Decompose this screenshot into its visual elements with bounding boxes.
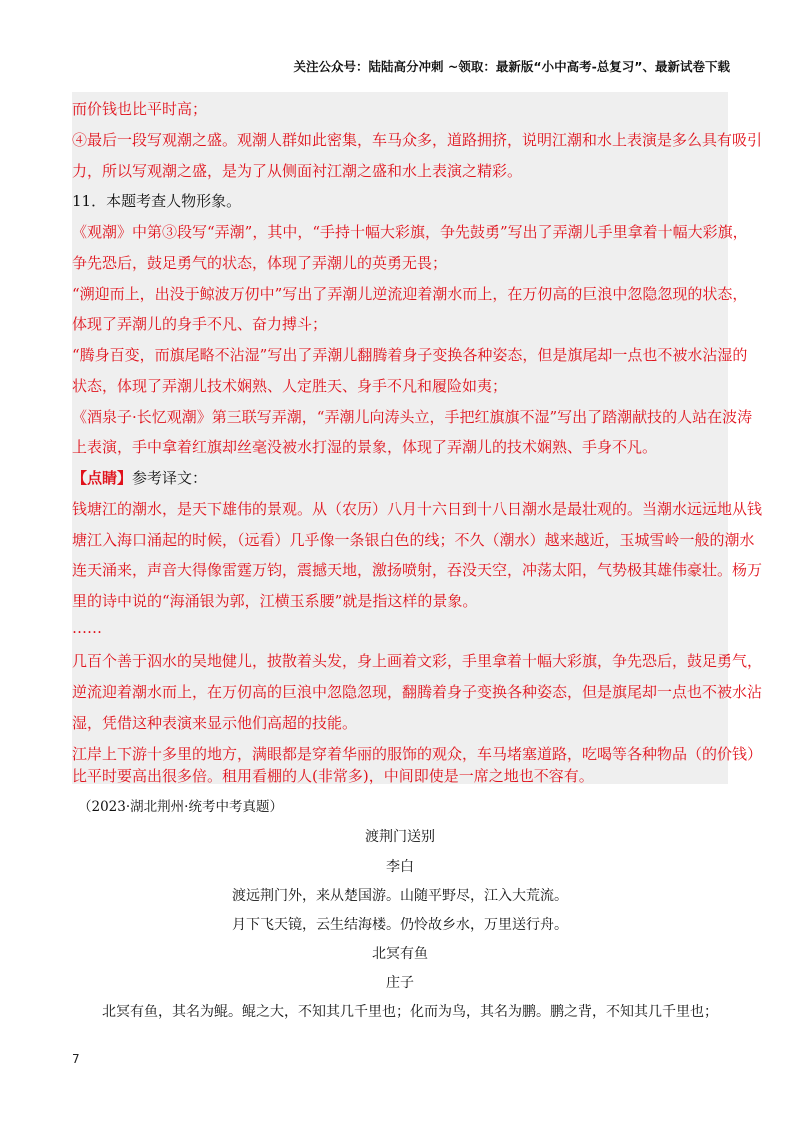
prose-line: 北冥有鱼，其名为鲲。鲲之大，不知其几千里也；化而为鸟，其名为鹏。鹏之背，不知其几千里也；	[102, 1004, 718, 1020]
answer-line: 《观潮》中第③段写“弄潮”，其中，“手持十幅大彩旗，争先鼓勇”写出了弄潮儿手里拿着十幅大彩旗，	[72, 223, 748, 241]
answer-line: ④最后一段写观潮之盛。观潮人群如此密集，车马众多，道路拥挤，说明江潮和水上表演是多么具有吸引	[72, 131, 763, 149]
poem-author: 李白	[386, 859, 414, 875]
translation-line: 江岸上下游十多里的地方，满眼都是穿着华丽的服饰的观众，车马堵塞道路，吃喝等各种物品（的价钱）	[72, 745, 763, 763]
answer-line: “溯迎而上，出没于鲸波万仞中”写出了弄潮儿逆流迎着潮水而上，在万仞高的巨浪中忽隐忽现的状态，	[72, 285, 748, 303]
poem-line: 渡远荆门外，来从楚国游。山随平野尽，江入大荒流。	[232, 888, 568, 904]
answer-line: 上表演，手中拿着红旗却丝毫没被水打湿的景象，体现了弄潮儿的技术娴熟、手身不凡。	[72, 438, 658, 456]
answer-line: “腾身百变，而旗尾略不沾湿”写出了弄潮儿翻腾着身子变换各种姿态，但是旗尾却一点也不被水沾湿的	[72, 346, 748, 364]
dianjing-line	[72, 467, 207, 488]
answer-block	[72, 92, 763, 785]
poem-line: 月下飞天镜，云生结海楼。仍怜故乡水，万里送行舟。	[232, 917, 568, 933]
question-number-line: 11．本题考查人物形象。	[72, 192, 242, 210]
answer-line: 状态，体现了弄潮儿技术娴熟、人定胜天、身手不凡和履险如夷；	[72, 377, 508, 395]
translation-line: 几百个善于泅水的吴地健儿，披散着头发，身上画着文彩，手里拿着十幅大彩旗，争先恐后，鼓足勇气，	[72, 652, 763, 670]
translation-line: 钱塘江的潮水，是天下雄伟的景观。从（农历）八月十六日到十八日潮水是最壮观的。当潮水远远地从钱	[72, 500, 763, 518]
exam-source: （2023·湖北荆州·统考中考真题）	[78, 799, 283, 815]
translation-line: 里的诗中说的“海涌银为郭，江横玉系腰”就是指这样的景象。	[72, 592, 478, 610]
ellipsis-line: ……	[72, 619, 102, 637]
page-number: 7	[72, 1052, 80, 1066]
answer-line: 力，所以写观潮之盛，是为了从侧面衬江潮之盛和水上表演之精彩。	[72, 162, 523, 180]
translation-line: 连天涌来，声音大得像雷霆万钧，震撼天地，激扬喷射，吞没天空，冲荡太阳，气势极其雄伟豪壮。杨万	[72, 561, 763, 579]
translation-line: 比平时要高出很多倍。租用看棚的人(非常多)，中间即使是一席之地也不容有。	[72, 767, 594, 785]
translation-line: 逆流迎着潮水而上，在万仞高的巨浪中忽隐忽现，翻腾着身子变换各种姿态，但是旗尾却一点也不被水沾	[72, 683, 763, 701]
page-header: 关注公众号：陆陆高分冲刺 ~领取：最新版“小中高考-总复习”、最新试卷下载	[293, 59, 730, 74]
answer-line: 而价钱也比平时高；	[72, 100, 208, 118]
translation-line: 塘江入海口涌起的时候，（远看）几乎像一条银白色的线；不久（潮水）越来越近，玉城雪岭一般的潮水	[72, 531, 755, 549]
answer-line: 《酒泉子·长忆观潮》第三联写弄潮，“弄潮儿向涛头立，手把红旗旗不湿”写出了踏潮献技的人站在波涛	[72, 408, 753, 426]
translation-line: 湿，凭借这种表演来显示他们高超的技能。	[72, 714, 358, 732]
poem-title: 渡荆门送别	[365, 829, 435, 845]
prose-author: 庄子	[386, 975, 414, 991]
dianjing-text: 参考译文：	[132, 469, 208, 487]
prose-title: 北冥有鱼	[372, 946, 428, 962]
dianjing-label: 【点睛】	[72, 469, 133, 487]
answer-line: 体现了弄潮儿的身手不凡、奋力搏斗；	[72, 315, 328, 333]
answer-line: 争先恐后，鼓足勇气的状态，体现了弄潮儿的英勇无畏；	[72, 254, 448, 272]
